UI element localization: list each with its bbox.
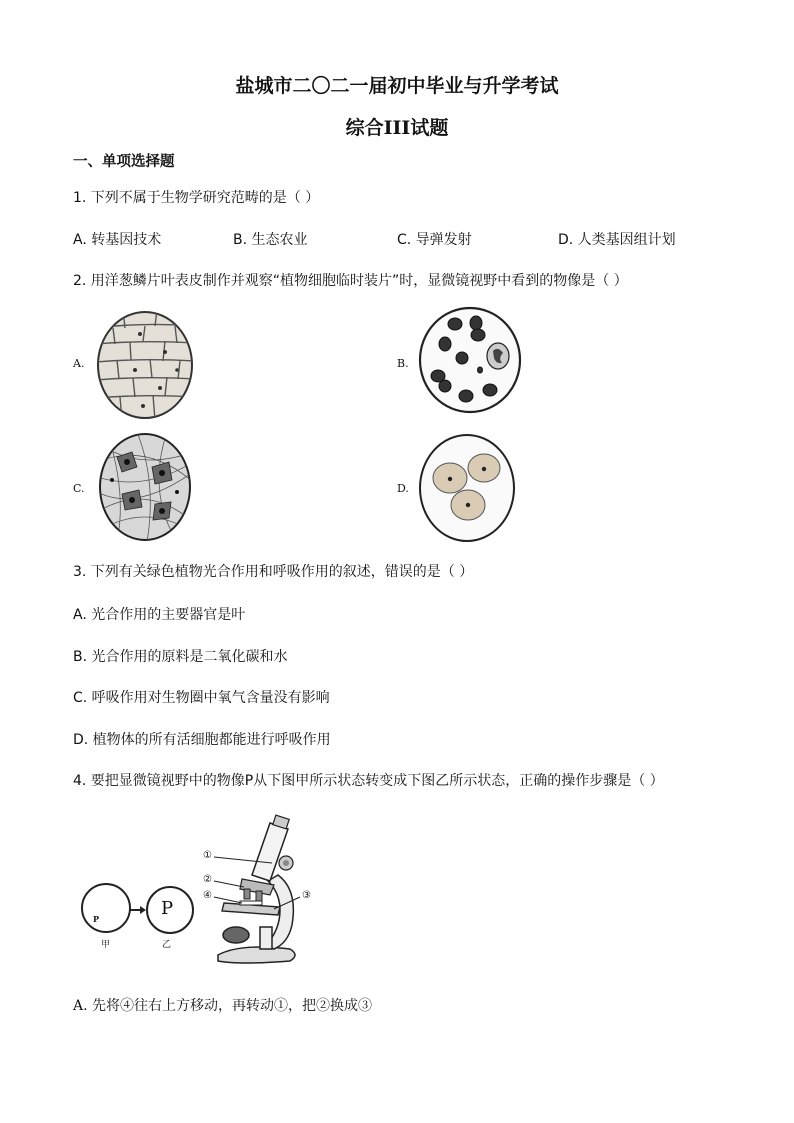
microscope-image	[200, 815, 310, 965]
q3-option-d: D. 植物体的所有活细胞都能进行呼吸作用	[73, 732, 331, 748]
view-a-caption: 甲	[101, 940, 111, 950]
q3-option-c: C. 呼吸作用对生物圈中氧气含量没有影响	[73, 690, 330, 706]
exam-title: 盐城市二〇二一届初中毕业与升学考试	[235, 75, 559, 97]
blood-cells-image	[418, 306, 522, 414]
marker-1: ①	[203, 850, 212, 861]
view-b-caption: 乙	[162, 940, 172, 950]
marker-2: ②	[203, 874, 212, 885]
round-cells-image	[418, 433, 516, 543]
q1-option-c: C. 导弹发射	[397, 232, 472, 248]
marker-3: ③	[302, 890, 311, 901]
q2-stem: 2. 用洋葱鳞片叶表皮制作并观察“植物细胞临时装片”时，显微镜视野中看到的物像是（ ）	[73, 273, 628, 289]
q4-option-a: A. 先将④往右上方移动，再转动①，把②换成③	[73, 998, 373, 1014]
marker-4: ④	[203, 890, 212, 901]
q3-option-a: A. 光合作用的主要器官是叶	[73, 607, 246, 623]
arrow-icon	[130, 906, 146, 914]
q2-option-a-label: A.	[73, 357, 85, 370]
q2-option-b-label: B.	[397, 357, 409, 370]
q1-option-d: D. 人类基因组计划	[558, 232, 676, 248]
q2-option-c-label: C.	[73, 482, 85, 495]
q4-stem: 4. 要把显微镜视野中的物像P从下图甲所示状态转变成下图乙所示状态，正确的操作步骤是（ ）	[73, 773, 664, 789]
view-b-letter: P	[161, 898, 174, 919]
q3-option-b: B. 光合作用的原料是二氧化碳和水	[73, 649, 288, 665]
q1-option-a: A. 转基因技术	[73, 232, 162, 248]
q3-stem: 3. 下列有关绿色植物光合作用和呼吸作用的叙述，错误的是（ ）	[73, 564, 474, 580]
view-a-circle	[80, 882, 132, 934]
section-heading: 一、单项选择题	[73, 154, 175, 170]
view-a-letter: P	[93, 914, 100, 924]
tissue-cells-image	[97, 432, 193, 542]
exam-subtitle: 综合III试题	[345, 117, 449, 139]
q2-option-d-label: D.	[397, 482, 409, 495]
q1-stem: 1. 下列不属于生物学研究范畴的是（ ）	[73, 190, 320, 206]
onion-epidermis-image	[95, 310, 195, 420]
q1-option-b: B. 生态农业	[233, 232, 308, 248]
